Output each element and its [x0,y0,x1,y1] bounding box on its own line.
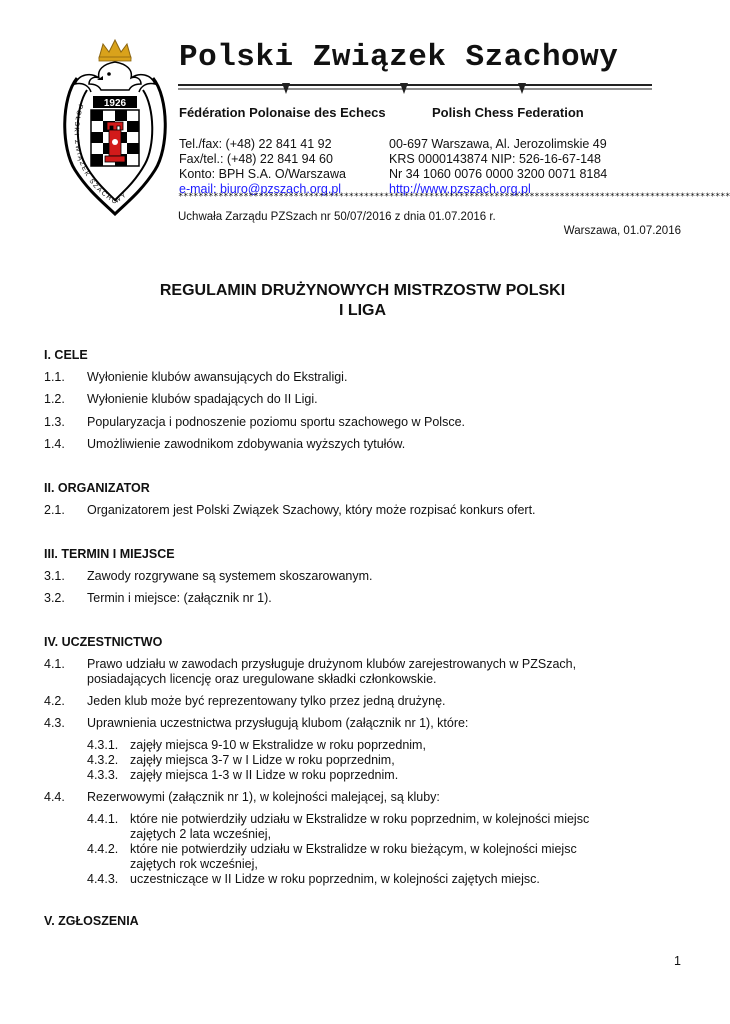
pzszach-logo [55,38,175,216]
sub-list-item [0,753,725,768]
list-item [0,694,725,709]
page-number: 1 [674,954,681,968]
sub-item-number: 4.4.1. [87,812,119,826]
item-number: 1.1. [44,370,65,384]
item-text: Popularyzacja i podnoszenie poziomu sportu szachowego w Polsce. [87,415,465,429]
logo-year: 1926 [103,98,127,109]
list-item [0,392,725,407]
contact-left [179,137,346,197]
sub-item-number: 4.4.2. [87,842,119,856]
item-text: Prawo udziału w zawodach przysługuje drużynom klubów zarejestrowanych w PZSzach, [87,657,577,671]
list-item [0,716,725,731]
item-text: Termin i miejsce: (załącznik nr 1). [87,591,272,605]
title-rule [178,78,652,98]
item-number: 4.1. [44,657,65,671]
contact-right [389,137,607,197]
item-text-continued: posiadających licencję oraz uregulowane składki członkowskie. [87,672,437,686]
section-heading-zgloszenia: V. ZGŁOSZENIA [44,914,139,928]
section-heading-termin: III. TERMIN I MIEJSCE [44,547,175,561]
list-item [0,591,725,606]
document-title-line1: REGULAMIN DRUŻYNOWYCH MISTRZOSTW POLSKI [159,282,566,299]
item-text: Umożliwienie zawodnikom zdobywania wyższych tytułów. [87,437,406,451]
sub-item-text-continued: zajętych rok wcześniej, [130,857,258,871]
item-number: 4.2. [44,694,65,708]
sub-item-text: które nie potwierdziły udziału w Ekstralidze w roku poprzednim, w kolejności miejsc [130,812,590,826]
address: 00-697 Warszawa, Al. Jerozolimskie 49 [389,137,607,151]
website-link[interactable]: http://www.pzszach.org.pl [389,182,531,196]
list-item [0,569,725,584]
document-title-line2: I LIGA [338,302,387,319]
item-text: Rezerwowymi (załącznik nr 1), w kolejności malejącej, są kluby: [87,790,440,804]
phone-fax-2: Fax/tel.: (+48) 22 841 94 60 [179,152,333,166]
sub-item-text: zajęły miejsca 9-10 w Ekstralidze w roku poprzednim, [130,738,426,752]
document-title [0,281,725,321]
item-text: Wyłonienie klubów awansujących do Ekstraligi. [87,370,348,384]
sub-item-number: 4.4.3. [87,872,119,886]
place-date: Warszawa, 01.07.2016 [563,225,681,237]
sub-item-text: zajęły miejsca 1-3 w II Lidze w roku poprzednim. [130,768,399,782]
item-text: Wyłonienie klubów spadających do II Ligi. [87,392,318,406]
phone-fax-1: Tel./fax: (+48) 22 841 41 92 [179,137,332,151]
item-number: 1.2. [44,392,65,406]
section-heading-cele: I. CELE [44,348,88,362]
section-heading-uczestnictwo: IV. UCZESTNICTWO [44,635,163,649]
bank-name: Konto: BPH S.A. O/Warszawa [179,167,346,181]
sub-list-item [0,768,725,783]
item-number: 4.3. [44,716,65,730]
item-number: 3.1. [44,569,65,583]
list-item [0,657,725,687]
item-text: Jeden klub może być reprezentowany tylko przez jedną drużynę. [87,694,446,708]
sub-item-text: które nie potwierdziły udziału w Ekstralidze w roku bieżącym, w kolejności miejsc [130,842,577,856]
list-item [0,790,725,805]
resolution-reference: Uchwała Zarządu PZSzach nr 50/07/2016 z dnia 01.07.2016 r. [178,211,496,223]
item-text: Organizatorem jest Polski Związek Szachowy, który może rozpisać konkurs ofert. [87,503,536,517]
sub-list-item [0,812,725,842]
eagle-icon [75,62,155,92]
list-item [0,370,725,385]
krs-nip: KRS 0000143874 NIP: 526-16-67-148 [389,152,601,166]
sub-item-number: 4.3.2. [87,753,119,767]
section-heading-organizator: II. ORGANIZATOR [44,481,150,495]
sub-item-number: 4.3.3. [87,768,119,782]
crown-icon [99,40,131,61]
item-number: 3.2. [44,591,65,605]
bank-account: Nr 34 1060 0076 0000 3200 0071 8184 [389,167,608,181]
star-divider: ************************************************************************************************************** [178,192,730,202]
item-text: Uprawnienia uczestnictwa przysługują klubom (załącznik nr 1), które: [87,716,469,730]
sub-list-item [0,872,725,887]
sub-item-text: uczestniczące w II Lidze w roku poprzednim, w kolejności zajętych miejsc. [130,872,540,886]
sub-list-item [0,738,725,753]
item-text: Zawody rozgrywane są systemem skoszarowanym. [87,569,373,583]
email-link[interactable]: e-mail: biuro@pzszach.org.pl [179,182,342,196]
federation-name-en: Polish Chess Federation [432,105,584,120]
sub-item-number: 4.3.1. [87,738,119,752]
sub-list-item [0,842,725,872]
item-number: 1.3. [44,415,65,429]
list-item [0,503,725,518]
sub-item-text-continued: zajętych 2 lata wcześniej, [130,827,272,841]
item-number: 2.1. [44,503,65,517]
list-item [0,437,725,452]
organization-title: Polski Związek Szachowy [179,40,619,75]
item-number: 4.4. [44,790,65,804]
federation-name-fr: Fédération Polonaise des Echecs [179,105,386,120]
list-item [0,415,725,430]
logo-ring-text: POLSKI ZWIĄZEK SZACHOWY [72,103,129,207]
sub-item-text: zajęły miejsca 3-7 w I Lidze w roku poprzednim, [130,753,395,767]
item-number: 1.4. [44,437,65,451]
